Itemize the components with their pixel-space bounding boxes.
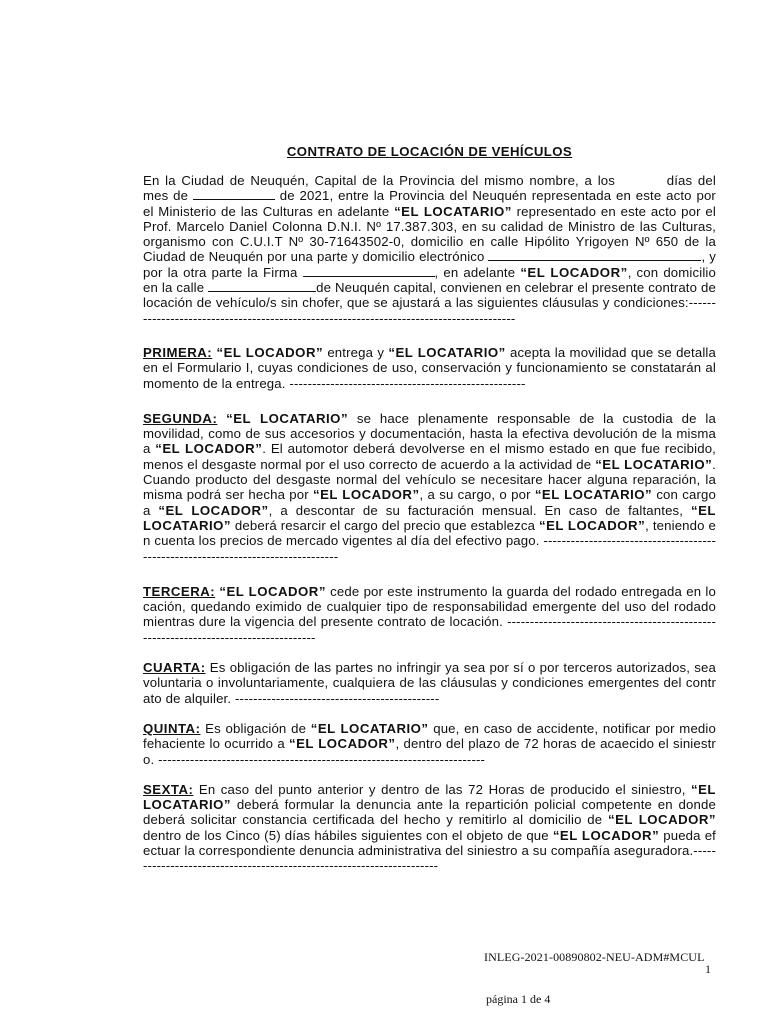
clause-primera [143,345,716,391]
locatario-term: “EL LOCATARIO” [394,203,512,219]
clause-text: , a descontar de su facturación mensual. En caso de faltantes, [268,502,684,518]
locador-term: “EL LOCADOR” [607,812,716,828]
intro-text: representado en este acto por el Prof. Marcelo Daniel Colonna D.N.I. Nº 17.387.303, en su calidad de Ministro de las Culturas, organismo con C.U.I.T Nº 30-71643502-0, domicilio en calle Hipólito Yrigoyen Nº 650 de la Ciudad de Neuquén por una parte y domicilio electrónico [143,203,716,265]
locatario-term: “EL LOCATARIO” [595,456,713,472]
clause-heading: QUINTA: [143,720,201,736]
intro-text: de Neuquén capital, convienen en celebrar el presente contrato de locación de vehículo/s sin chofer, que se ajustará a las siguientes cláusulas y condiciones:---------------------------------------------------------------------------------------- [143,280,716,326]
clause-text: que, en caso de accidente, notificar por medio fehaciente lo ocurrido a [143,720,716,752]
locador-term: “EL LOCADOR” [313,487,420,503]
clause-text: , a su cargo, o por [419,487,531,503]
clause-text: dentro de los Cinco (5) días hábiles siguientes con el objeto de que [143,827,549,843]
clause-text: , dentro del plazo de 72 horas de acaecido el siniestro. ------------------------------------------------------------------------ [143,736,716,767]
intro-text: , en adelante [434,264,516,280]
clause-text: con cargo a [143,487,716,518]
clause-text: . El automotor deberá devolverse en el mismo estado en que fue recibido, menos el desgaste normal por el uso correcto de acuerdo a la actividad de [143,441,716,472]
document-id: INLEG-2021-00890802-NEU-ADM#MCUL [484,950,705,964]
clause-sexta [143,782,716,874]
page-indicator: página 1 de 4 [486,992,551,1006]
firm-blank [303,265,435,277]
clause-text: Es obligación de [205,720,307,736]
locador-term: “EL LOCADOR” [520,264,628,280]
locador-term: “EL LOCADOR” [158,502,269,518]
locatario-term: “EL LOCATARIO” [534,487,653,503]
clause-heading: SEXTA: [143,781,194,797]
locatario-term: “EL LOCATARIO” [226,410,349,426]
clause-text: deberá resarcir el cargo del precio que establezca [234,517,536,533]
clause-text: cede por este instrumento la guarda del rodado entregada en locación, quedando eximido de cualquier tipo de responsabilidad emergente del uso del rodado mientras dure la vigencia del presente contrato de locación. ------------------------------------------------------------------------------------ [143,583,716,645]
clause-text: deberá formular la denuncia ante la repartición policial competente en donde deberá solicitar constancia certificada del hecho y remitirlo al domicilio de [143,797,716,828]
clause-text: acepta la movilidad que se detalla en el Formulario I, cuyas condiciones de uso, conservación y funcionamiento se constatarán al momento de la entrega. ---------------------------------------------------- [143,344,716,391]
clause-segunda [143,411,716,564]
clause-heading: CUARTA: [143,660,206,676]
clause-text: se hace plenamente responsable de la custodia de la movilidad, como de sus accesorios y documentación, hasta la efectiva devolución de la misma a [143,410,716,457]
clause-text: , teniendo en cuenta los precios de mercado vigentes al día del efectivo pago. --------------------------------------------------------------------------------- [143,517,716,564]
clause-text: pueda efectuar la correspondiente denuncia administrativa del siniestro a su compañía aseguradora.---------------------------------------------------------------------- [143,827,716,874]
clause-heading: TERCERA: [143,583,216,599]
clause-text: entrega y [327,344,385,360]
clause-text: En caso del punto anterior y dentro de las 72 Horas de producido el siniestro, [198,781,686,797]
locador-term: “EL LOCADOR” [539,517,646,533]
clause-text: . Cuando producto del desgaste normal del vehículo se necesitare hacer alguna reparación, la misma podrá ser hecha por [143,456,716,503]
day-blank [615,174,661,185]
street-blank [208,280,316,292]
clause-tercera [143,584,716,645]
document-title: CONTRATO DE LOCACIÓN DE VEHÍCULOS [286,144,573,159]
locatario-term: “EL LOCATARIO” [310,720,429,736]
locador-term: “EL LOCADOR” [216,344,324,360]
clause-cuarta [143,660,716,706]
clause-quinta [143,721,716,767]
intro-text: En la Ciudad de Neuquén, Capital de la Provincia del mismo nombre, a los [143,173,616,188]
locador-term: “EL LOCADOR” [155,441,263,457]
locador-term: “EL LOCADOR” [552,827,660,843]
locatario-term: “EL LOCATARIO” [388,344,506,360]
intro-text: de 2021, entre la Provincia del Neuquén representada en este acto por el Ministerio de las Culturas en adelante [143,188,716,219]
month-blank [193,188,275,200]
email-blank [488,249,701,261]
clause-heading: SEGUNDA: [143,410,218,426]
locador-term: “EL LOCADOR” [219,583,326,599]
intro-paragraph [143,173,716,326]
intro-text: días del mes de [143,173,716,204]
locatario-term: “EL LOCATARIO” [143,781,716,813]
intro-text: , y por la otra parte la Firma [143,249,717,280]
intro-text: , con domicilio en la calle [143,264,716,296]
clause-heading: PRIMERA: [143,344,213,360]
page-number: 1 [705,962,711,976]
clause-text: Es obligación de las partes no infringir ya sea por sí o por terceros autorizados, sea voluntaria o involuntariamente, cualquiera de las cláusulas y condiciones emergentes del contrato de alquiler. --------------------------------------------- [143,660,716,706]
locatario-term: “EL LOCATARIO” [143,502,716,533]
document-body [143,144,716,874]
locador-term: “EL LOCADOR” [289,736,396,752]
